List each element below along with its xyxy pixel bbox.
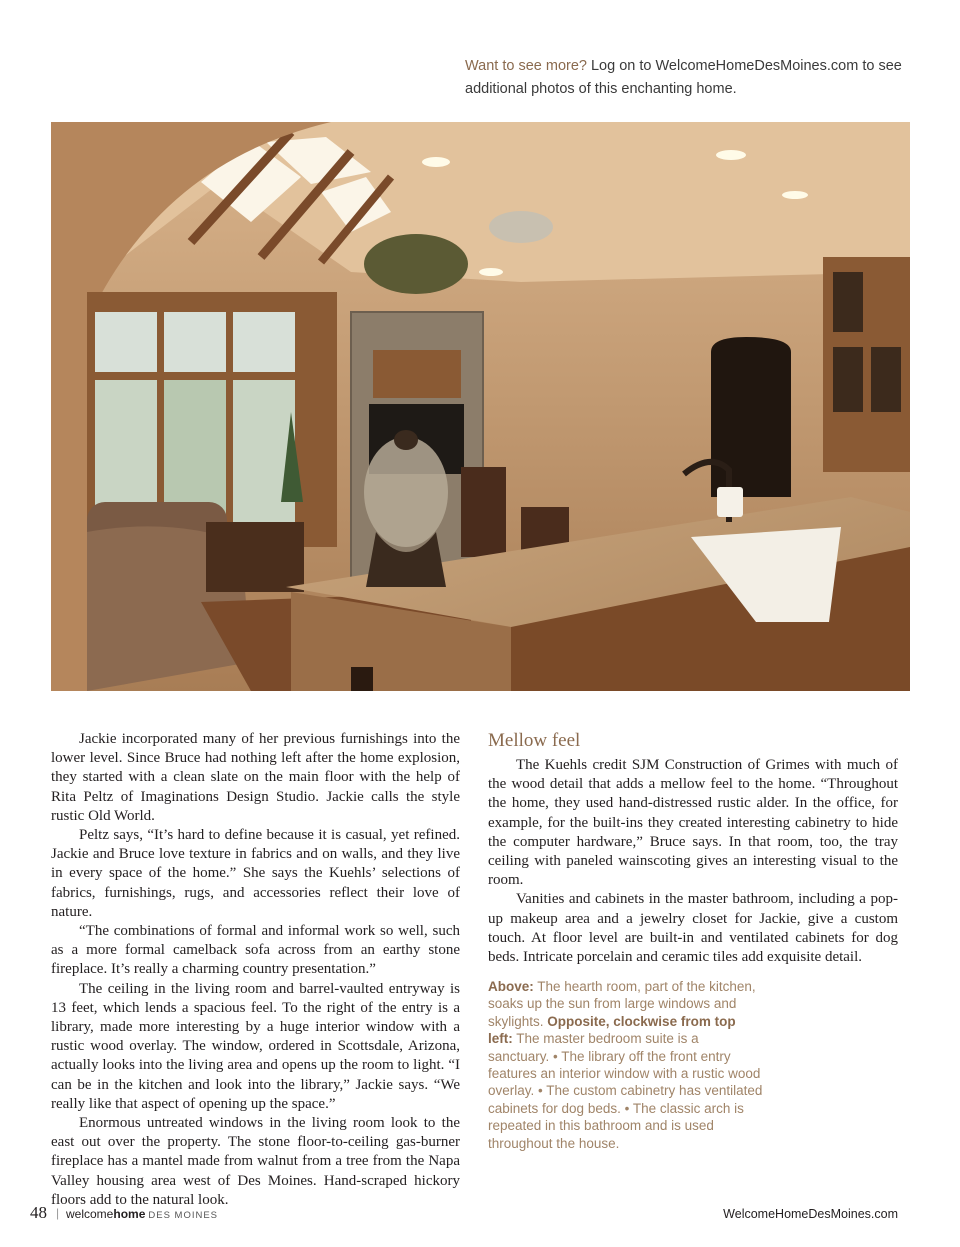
- footer-separator: |: [56, 1206, 60, 1220]
- photo-illustration: [51, 122, 910, 691]
- promo-text: [465, 55, 905, 101]
- brand-light: welcome: [66, 1207, 114, 1221]
- promo-lead: Want to see more?: [465, 58, 587, 74]
- caption-label-opposite: Opposite, clockwise from top left:: [488, 1013, 736, 1047]
- article-paragraph: The Kuehls credit SJM Construction of Grimes with much of the wood detail that adds a mellow feel to the home. “Throughout the home, they used hand-distressed rustic alder. In the office, for example, for the built-ins they created interesting cabinetry to hide the computer hardware,” Bruce says. In that room, too, the tray ceiling with paneled wainscoting gives an interesting visual to the room.: [488, 757, 898, 889]
- caption-text-above: The hearth room, part of the kitchen, soaks up the sun from large windows and skylights.: [488, 979, 756, 1029]
- caption-text-opposite: The master bedroom suite is a sanctuary. • The library off the front entry features an interior window with a rustic wood overlay. • The custom cabinetry has ventilated cabinets for dog beds. • The classic arch is repeated in this bathroom and is used throughout the house.: [488, 1031, 763, 1151]
- section-heading: Mellow feel: [488, 730, 581, 751]
- article-paragraph: Jackie incorporated many of her previous furnishings into the lower level. Since Bruce had nothing left after the home explosion, they started with a clean slate on the main floor with the help of Rita Peltz of Imaginations Design Studio. Jackie calls the style rustic Old World.: [51, 731, 460, 824]
- page-footer: [30, 1203, 898, 1227]
- caption-label-above: Above:: [488, 979, 534, 994]
- article-paragraph: “The combinations of formal and informal work so well, such as a more formal camelback sofa across from an earthy stone fireplace. It’s really a charming country presentation.”: [51, 923, 460, 978]
- magazine-brand: [66, 1207, 218, 1221]
- brand-city: DES MOINES: [148, 1210, 219, 1221]
- article-paragraph: Vanities and cabinets in the master bathroom, including a pop-up makeup area and a jewelry closet for Jackie, give a custom touch. At floor level are built-in and ventilated cabinets for dog beds. Intricate porcelain and ceramic tiles add exquisite detail.: [488, 891, 898, 966]
- promo-body: Log on to WelcomeHomeDesMoines.com to see additional photos of this enchanting home.: [465, 58, 902, 97]
- brand-bold: home: [113, 1207, 146, 1221]
- article-paragraph: Peltz says, “It’s hard to define because it is casual, yet refined. Jackie and Bruce love texture in fabrics and on walls, and they live in every space of the home.” She says the Kuehls’ selections of fabrics, furnishings, rugs, and accessories reflect their love of nature.: [51, 827, 460, 920]
- footer-url[interactable]: WelcomeHomeDesMoines.com: [723, 1207, 898, 1221]
- article-paragraph: Enormous untreated windows in the living room look to the east out over the property. The stone floor-to-ceiling gas-burner fireplace has a mantel made from walnut from a tree from the Napa Valley housing area west of Des Moines. Hand-scraped hickory floors add to the natural look.: [51, 1115, 460, 1208]
- hearth-room-photo: [51, 122, 910, 691]
- right-article-column: [488, 730, 898, 967]
- left-article-column: [51, 730, 460, 1210]
- article-paragraph: The ceiling in the living room and barrel-vaulted entryway is 13 feet, which lends a spacious feel. To the right of the entry is a library, made more interesting by a huge interior window with a rustic wood overlay. The window, ordered in Scottsdale, Arizona, actually looks into the living area and opens up the room to light. “I can be in the kitchen and look into the library,” Jackie says. “We really like that aspect of opening up the space.”: [51, 980, 460, 1112]
- page-number: 48: [30, 1203, 47, 1222]
- photo-caption: [488, 978, 763, 1152]
